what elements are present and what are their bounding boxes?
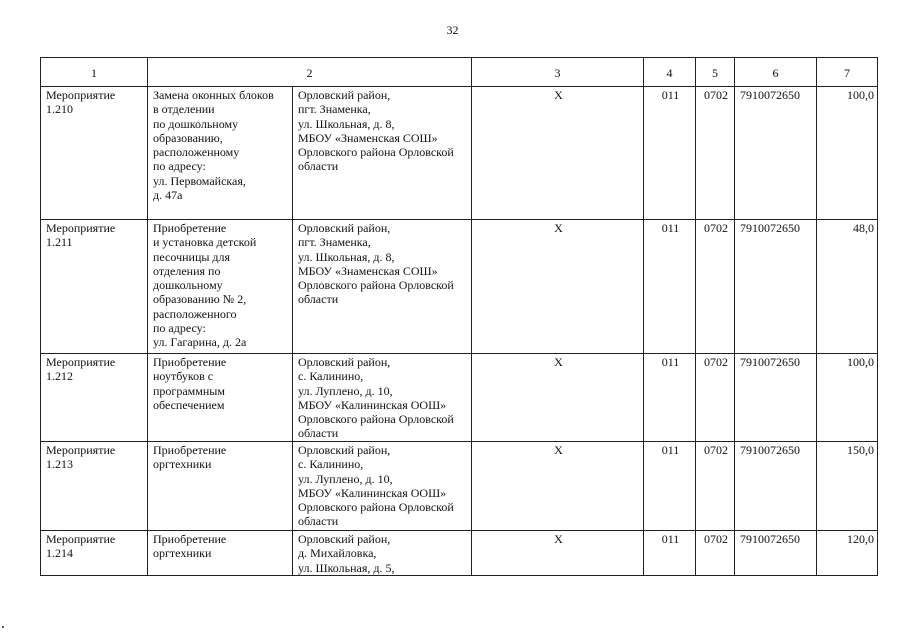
scan-speck <box>2 626 4 628</box>
col5-value: 0702 <box>696 220 735 354</box>
activity-description: Приобретение и установка детской песочницы для отделения по дошкольному образованию № 2, расположенного по адресу: ул. Гагарина, д. 2а <box>148 220 293 354</box>
header-row <box>41 58 878 87</box>
header-col-2: 2 <box>148 58 472 87</box>
header-col-4: 4 <box>644 58 696 87</box>
table-row <box>41 354 878 442</box>
col6-value: 7910072650 <box>735 354 817 442</box>
activity-description: Приобретение ноутбуков с программным обеспечением <box>148 354 293 442</box>
col6-value: 7910072650 <box>735 442 817 531</box>
col7-value: 100,0 <box>817 354 878 442</box>
col5-value: 0702 <box>696 354 735 442</box>
activity-location: Орловский район, д. Михайловка, ул. Школьная, д. 5, <box>293 531 472 576</box>
col3-value: X <box>472 220 644 354</box>
activity-description: Замена оконных блоков в отделении по дошкольному образованию, расположенному по адресу: ул. Первомайская, д. 47а <box>148 87 293 220</box>
col3-value: X <box>472 87 644 220</box>
col7-value: 100,0 <box>817 87 878 220</box>
activity-location: Орловский район, с. Калинино, ул. Луплено, д. 10, МБОУ «Калининская ООШ» Орловского района Орловской области <box>293 354 472 442</box>
col6-value: 7910072650 <box>735 87 817 220</box>
header-col-3: 3 <box>472 58 644 87</box>
budget-table <box>40 57 878 576</box>
activity-location: Орловский район, с. Калинино, ул. Луплено, д. 10, МБОУ «Калининская ООШ» Орловского района Орловской области <box>293 442 472 531</box>
col5-value: 0702 <box>696 531 735 576</box>
col7-value: 120,0 <box>817 531 878 576</box>
col3-value: X <box>472 354 644 442</box>
col4-value: 011 <box>644 531 696 576</box>
col7-value: 48,0 <box>817 220 878 354</box>
activity-description: Приобретение оргтехники <box>148 531 293 576</box>
col5-value: 0702 <box>696 442 735 531</box>
header-col-7: 7 <box>817 58 878 87</box>
activity-name: Мероприятие 1.212 <box>41 354 148 442</box>
activity-name: Мероприятие 1.211 <box>41 220 148 354</box>
col4-value: 011 <box>644 442 696 531</box>
col4-value: 011 <box>644 87 696 220</box>
header-col-1: 1 <box>41 58 148 87</box>
col3-value: X <box>472 442 644 531</box>
col4-value: 011 <box>644 220 696 354</box>
activity-description: Приобретение оргтехники <box>148 442 293 531</box>
activity-location: Орловский район, пгт. Знаменка, ул. Школьная, д. 8, МБОУ «Знаменская СОШ» Орловского района Орловской области <box>293 87 472 220</box>
activity-name: Мероприятие 1.210 <box>41 87 148 220</box>
table-row <box>41 442 878 531</box>
header-col-5: 5 <box>696 58 735 87</box>
activity-name: Мероприятие 1.213 <box>41 442 148 531</box>
activity-location: Орловский район, пгт. Знаменка, ул. Школьная, д. 8, МБОУ «Знаменская СОШ» Орловского района Орловской области <box>293 220 472 354</box>
header-col-6: 6 <box>735 58 817 87</box>
table-row <box>41 87 878 220</box>
page-number: 32 <box>446 23 459 37</box>
col7-value: 150,0 <box>817 442 878 531</box>
col4-value: 011 <box>644 354 696 442</box>
table-row <box>41 220 878 354</box>
col5-value: 0702 <box>696 87 735 220</box>
table-row <box>41 531 878 576</box>
col6-value: 7910072650 <box>735 220 817 354</box>
col6-value: 7910072650 <box>735 531 817 576</box>
col3-value: X <box>472 531 644 576</box>
activity-name: Мероприятие 1.214 <box>41 531 148 576</box>
